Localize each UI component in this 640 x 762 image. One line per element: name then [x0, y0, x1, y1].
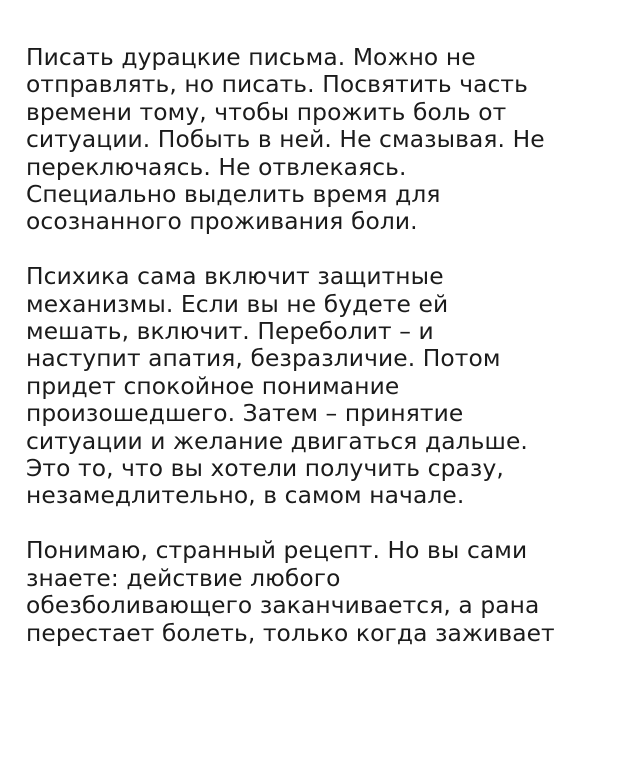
text-line: обезболивающего заканчивается, а рана	[26, 591, 540, 620]
text-body	[26, 44, 626, 647]
text-line: Понимаю, странный рецепт. Но вы сами	[26, 536, 528, 565]
text-line: произошедшего. Затем – принятие	[26, 399, 464, 428]
text-line: Это то, что вы хотели получить сразу,	[26, 454, 504, 483]
text-line: наступит апатия, безразличие. Потом	[26, 344, 501, 373]
text-line: Психика сама включит защитные	[26, 262, 444, 291]
paragraph-2	[26, 263, 626, 510]
paragraph-3	[26, 537, 626, 647]
text-line: осознанного проживания боли.	[26, 207, 418, 236]
text-line: отправлять, но писать. Посвятить часть	[26, 70, 528, 99]
text-line: знаете: действие любого	[26, 563, 341, 592]
text-line: незамедлительно, в самом начале.	[26, 481, 465, 510]
text-line: ситуации и желание двигаться дальше.	[26, 426, 528, 455]
paragraph-1	[26, 44, 626, 236]
text-line: переключаясь. Не отвлекаясь.	[26, 152, 407, 181]
text-line: механизмы. Если вы не будете ей	[26, 289, 449, 318]
text-line: придет спокойное понимание	[26, 371, 400, 400]
text-line: Специально выделить время для	[26, 180, 441, 209]
text-line: времени тому, чтобы прожить боль от	[26, 97, 507, 126]
text-line: ситуации. Побыть в ней. Не смазывая. Не	[26, 125, 545, 154]
paragraph-spacer	[26, 510, 626, 537]
paragraph-spacer	[26, 236, 626, 263]
text-line: мешать, включит. Переболит – и	[26, 317, 434, 346]
text-line: перестает болеть, только когда заживает	[26, 618, 555, 647]
text-line: Писать дурацкие письма. Можно не	[26, 43, 476, 71]
